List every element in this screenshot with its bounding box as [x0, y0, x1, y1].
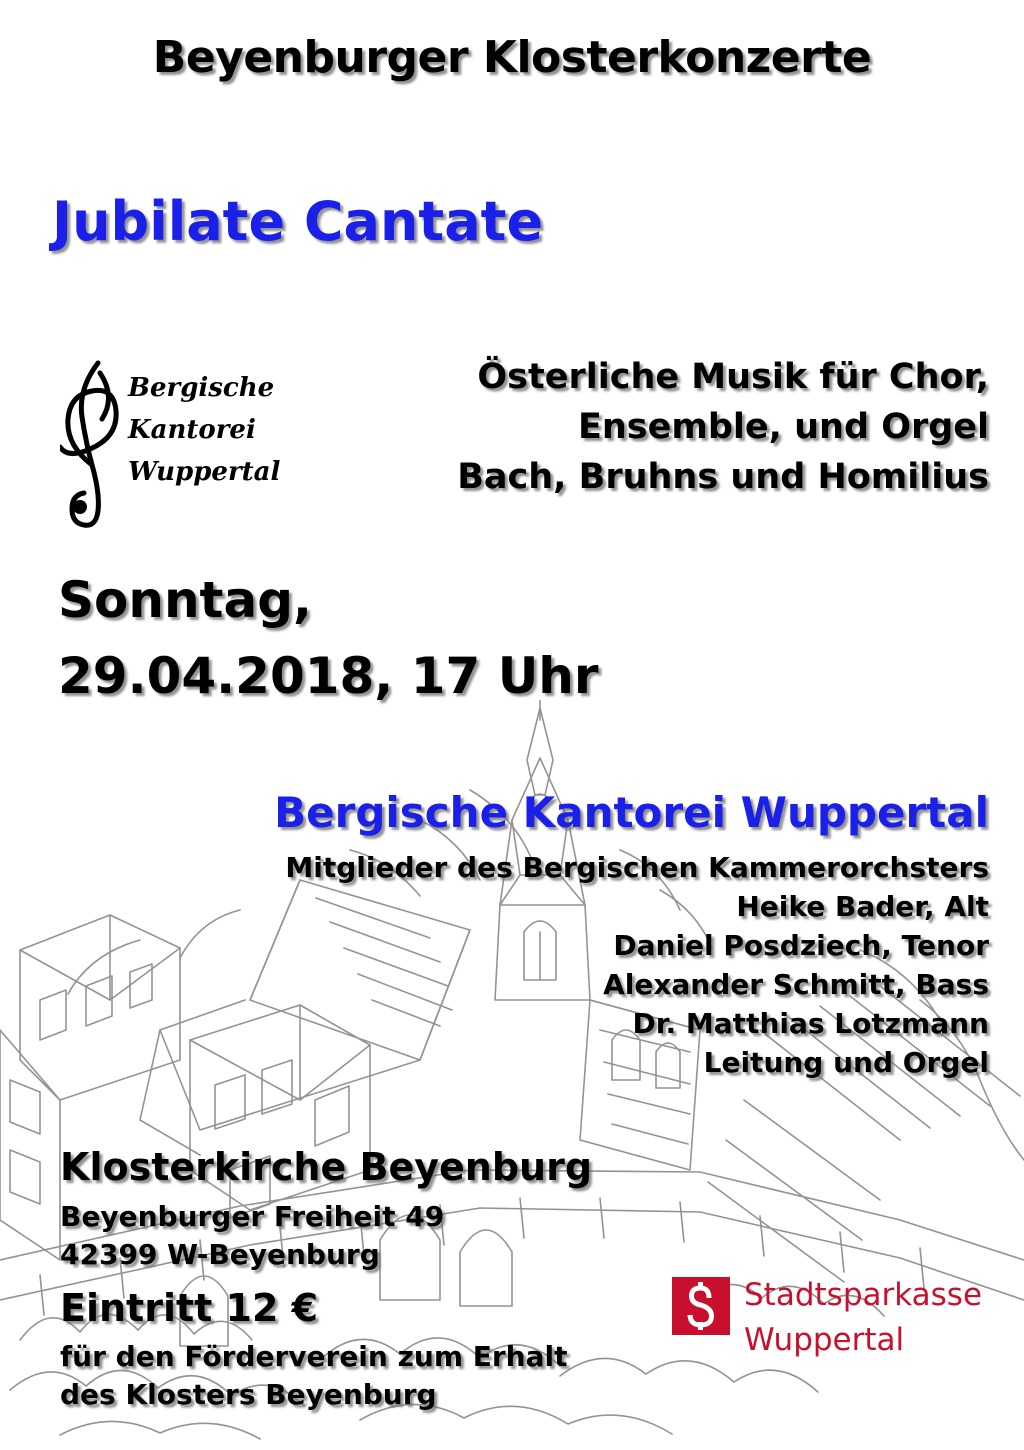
choir-logo-line-1: Bergische [128, 373, 275, 403]
performer-item: Dr. Matthias Lotzmann [632, 1007, 989, 1040]
performer-item: Leitung und Orgel [703, 1046, 989, 1079]
choir-logo-line-3: Wuppertal [128, 457, 281, 487]
performer-item: Daniel Posdziech, Tenor [613, 929, 989, 962]
venue-city: 42399 W-Beyenburg [60, 1238, 380, 1271]
series-title: Beyenburger Klosterkonzerte [152, 32, 872, 83]
performer-list [29, 848, 989, 1082]
program-line-2: Ensemble, und Orgel [577, 407, 989, 447]
ticket-price: Eintritt 12 € [60, 1286, 319, 1330]
sponsor-name-line-1: Stadtsparkasse [744, 1277, 983, 1313]
ensemble-title: Bergische Kantorei Wuppertal [274, 788, 989, 837]
choir-logo-text [128, 367, 280, 493]
venue-street: Beyenburger Freiheit 49 [60, 1200, 445, 1233]
sponsor-logo [672, 1275, 1022, 1405]
treble-clef-icon [60, 355, 130, 530]
performer-item: Heike Bader, Alt [736, 890, 989, 923]
ticket-price-note [60, 1338, 568, 1414]
program-line-1: Österliche Musik für Chor, [477, 357, 989, 397]
sponsor-name [744, 1273, 982, 1363]
price-note-line-2: des Klosters Beyenburg [60, 1378, 437, 1411]
performer-item: Alexander Schmitt, Bass [603, 968, 989, 1001]
price-note-line-1: für den Förderverein zum Erhalt [60, 1340, 568, 1373]
program-description [299, 352, 989, 502]
sparkasse-s-icon [672, 1277, 730, 1335]
sponsor-name-line-2: Wuppertal [744, 1322, 905, 1358]
choir-logo [60, 355, 295, 530]
concert-date-line-2: 29.04.2018, 17 Uhr [58, 647, 599, 705]
page-title: Jubilate Cantate [52, 190, 544, 253]
concert-date-line-1: Sonntag, [58, 571, 312, 629]
concert-date [58, 562, 599, 714]
venue-address [60, 1198, 444, 1274]
venue-name: Klosterkirche Beyenburg [60, 1145, 593, 1189]
choir-logo-line-2: Kantorei [128, 415, 256, 445]
performer-item: Mitglieder des Bergischen Kammerorchsters [285, 851, 989, 884]
program-line-3: Bach, Bruhns und Homilius [457, 457, 989, 497]
